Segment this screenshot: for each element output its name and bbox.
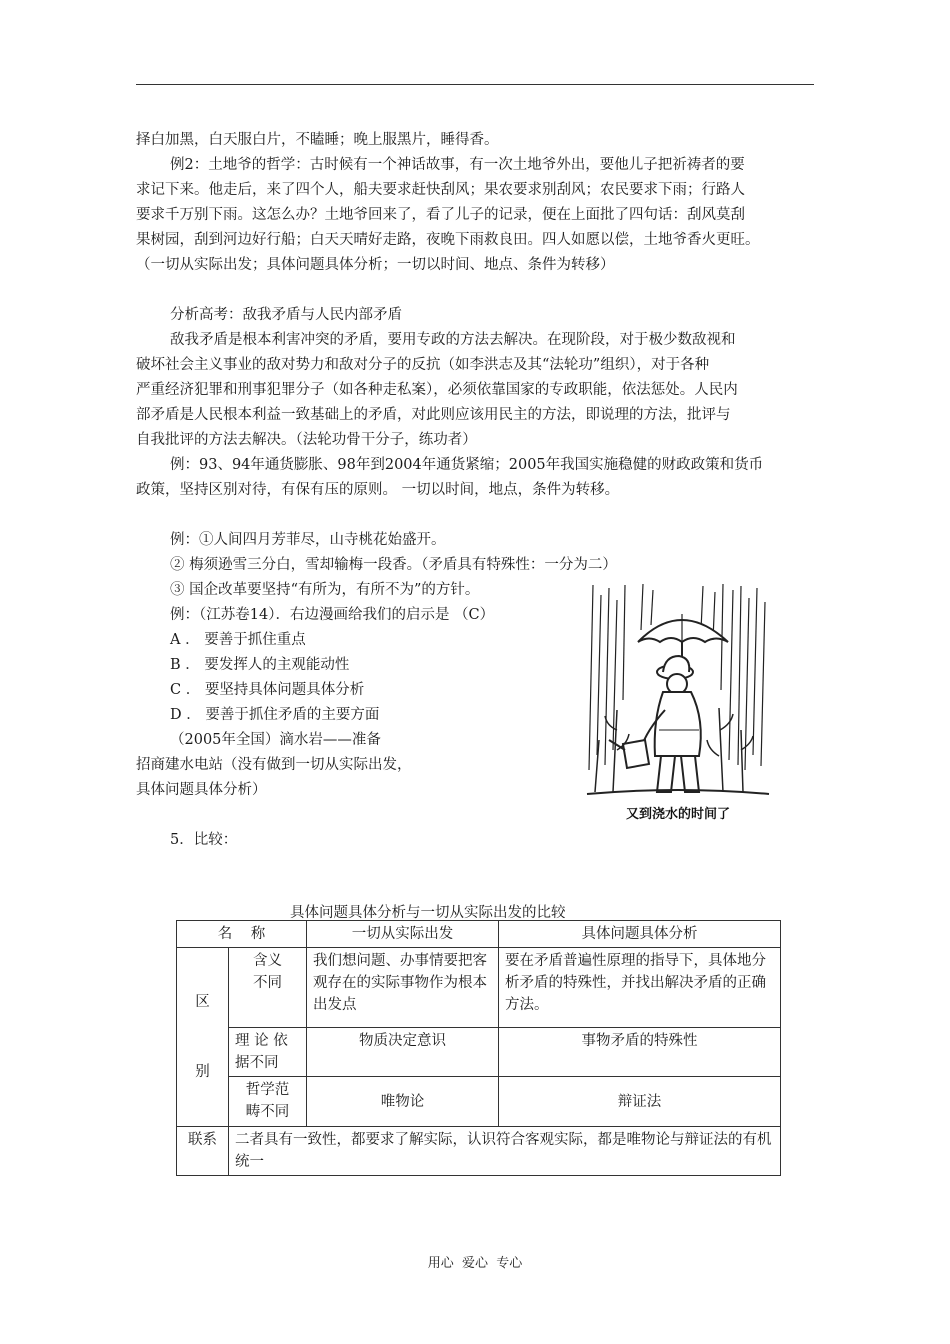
text-line: 例2：土地爷的哲学：古时候有一个神话故事，有一次土地爷外出，要他儿子把祈祷者的要	[170, 157, 745, 173]
table-row	[177, 1028, 781, 1077]
table-row	[177, 948, 781, 1028]
relation-text: 二者具有一致性，都要求了解实际，认识符合客观实际，都是唯物论与辩证法的有机统一	[229, 1127, 781, 1176]
page-footer: 用心 爱心 专心	[427, 1256, 523, 1271]
option-a: A ． 要善于抓住重点	[170, 632, 306, 648]
text-line: 要求千万别下雨。这怎么办？土地爷回来了，看了儿子的记录，便在上面批了四句话：刮风莫刮	[136, 207, 745, 223]
row-cell: 要在矛盾普遍性原理的指导下，具体地分析矛盾的特殊性，并找出解决矛盾的正确方法。	[499, 948, 781, 1028]
header-name: 名 称	[177, 921, 307, 948]
table-caption: 具体问题具体分析与一切从实际出发的比较	[290, 905, 566, 921]
relation-label: 联系	[177, 1127, 229, 1176]
cartoon-caption: 又到浇水的时间了	[625, 807, 731, 822]
text-line: 敌我矛盾是根本利害冲突的矛盾，要用专政的方法去解决。在现阶段，对于极少数敌视和	[170, 332, 736, 348]
text-line: 严重经济犯罪和刑事犯罪分子（如各种走私案），必须依靠国家的专政职能，依法惩处。人民内	[136, 382, 738, 398]
text-line: （一切从实际出发；具体问题具体分析；一切以时间、地点、条件为转移）	[136, 257, 615, 273]
option-c: C ． 要坚持具体问题具体分析	[170, 682, 365, 698]
group-label-1: 区	[195, 994, 210, 1010]
group-label-2: 别	[195, 1064, 210, 1080]
row-cell: 事物矛盾的特殊性	[499, 1028, 781, 1077]
text-line: 例：93、94年通货膨胀、98年到2004年通货紧缩；2005年我国实施稳健的财政政策和货币	[170, 457, 764, 473]
row-label: 含义 不同	[229, 948, 307, 1028]
row-cell: 辩证法	[499, 1077, 781, 1127]
row-cell: 物质决定意识	[307, 1028, 499, 1077]
cartoon-illustration	[583, 580, 773, 826]
group-label-cell	[177, 948, 229, 1127]
text-line: 政策，坚持区别对待，有保有压的原则。 一切以时间，地点，条件为转移。	[136, 482, 620, 498]
option-b: B ． 要发挥人的主观能动性	[170, 657, 350, 673]
text-line: 自我批评的方法去解决。（法轮功骨干分子，练功者）	[136, 432, 477, 448]
text-line: ③ 国企改革要坚持“有所为，有所不为”的方针。	[170, 582, 480, 598]
header-col1: 一切从实际出发	[307, 921, 499, 948]
text-line: 具体问题具体分析）	[136, 782, 267, 798]
row-label: 哲学范 畴不同	[229, 1077, 307, 1127]
text-line: 破坏社会主义事业的敌对势力和敌对分子的反抗（如李洪志及其“法轮功”组织），对于各种	[136, 357, 710, 373]
text-line: 果树园，刮到河边好行船；白天天晴好走路，夜晚下雨救良田。四人如愿以偿，土地爷香火更旺。	[136, 232, 760, 248]
text-line: 部矛盾是人民根本利益一致基础上的矛盾，对此则应该用民主的方法，即说理的方法，批评与	[136, 407, 731, 423]
text-line: 求记下来。他走后，来了四个人，船夫要求赶快刮风；果农要求别刮风；农民要求下雨；行路人	[136, 182, 745, 198]
text-line: 择白加黑，白天服白片，不瞌睡；晚上服黑片，睡得香。	[136, 132, 499, 148]
text-line: ② 梅须逊雪三分白，雪却输梅一段香。（矛盾具有特殊性：一分为二）	[170, 557, 617, 573]
row-cell: 我们想问题、办事情要把客观存在的实际事物作为根本出发点	[307, 948, 499, 1028]
relation-row	[177, 1127, 781, 1176]
text-line: （2005年全国）滴水岩——准备	[170, 732, 381, 748]
row-label: 理 论 依据不同	[229, 1028, 307, 1077]
row-cell: 唯物论	[307, 1077, 499, 1127]
header-rule	[136, 84, 814, 85]
header-col2: 具体问题具体分析	[499, 921, 781, 948]
question-line: 例：（江苏卷14）．右边漫画给我们的启示是 （C）	[170, 607, 495, 623]
table-header-row	[177, 921, 781, 948]
option-d: D ． 要善于抓住矛盾的主要方面	[170, 707, 380, 723]
text-line: 招商建水电站（没有做到一切从实际出发，	[136, 757, 412, 773]
section-heading: 5．比较：	[170, 832, 238, 848]
table-row	[177, 1077, 781, 1127]
comparison-table	[176, 920, 781, 1176]
text-line: 例：①人间四月芳菲尽，山寺桃花始盛开。	[170, 532, 446, 548]
section-heading: 分析高考：敌我矛盾与人民内部矛盾	[170, 307, 402, 323]
